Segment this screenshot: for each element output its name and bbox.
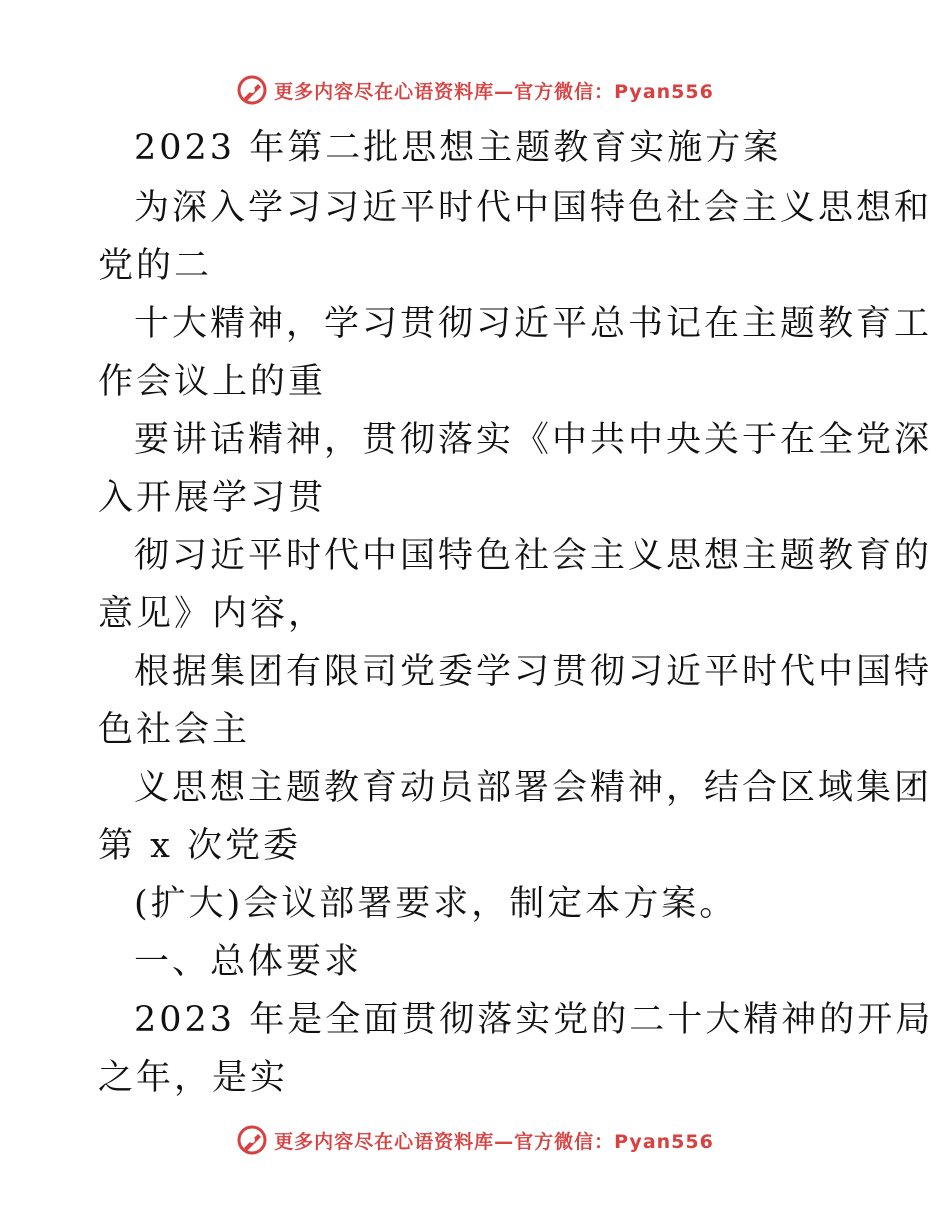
paragraph-line: 彻习近平时代中国特色社会主义思想主题教育的 <box>134 536 933 576</box>
header-watermark-banner <box>0 68 950 112</box>
paragraph-line: 2023 年是全面贯彻落实党的二十大精神的开局 <box>134 1000 934 1040</box>
paragraph-line: 义思想主题教育动员部署会精神，结合区域集团 <box>134 768 933 808</box>
footer-watermark-text: 更多内容尽在心语资料库—官方微信：Pyan556 <box>274 1130 714 1153</box>
paragraph-line: 要讲话精神，贯彻落实《中共中央关于在全党深 <box>134 420 933 460</box>
document-title: 2023 年第二批思想主题教育实施方案 <box>134 128 782 168</box>
paragraph-line: (扩大)会议部署要求，制定本方案。 <box>134 884 738 924</box>
pen-logo-icon <box>236 74 268 106</box>
paragraph-line: 意见》内容， <box>98 594 327 634</box>
section-heading: 一、总体要求 <box>134 942 363 982</box>
paragraph-line: 十大精神，学习贯彻习近平总书记在主题教育工 <box>134 304 933 344</box>
paragraph-line: 之年，是实 <box>98 1058 289 1098</box>
paragraph-line: 根据集团有限司党委学习贯彻习近平时代中国特 <box>134 652 933 692</box>
paragraph-line: 作会议上的重 <box>98 362 327 402</box>
footer-watermark-banner <box>0 1118 950 1162</box>
pen-logo-icon <box>236 1124 268 1156</box>
paragraph-line: 第 x 次党委 <box>98 826 301 866</box>
paragraph-line: 为深入学习习近平时代中国特色社会主义思想和 <box>134 188 933 228</box>
header-watermark-text: 更多内容尽在心语资料库—官方微信：Pyan556 <box>274 80 714 103</box>
paragraph-line: 入开展学习贯 <box>98 478 327 518</box>
paragraph-line: 党的二 <box>98 246 213 286</box>
paragraph-line: 色社会主 <box>98 710 251 750</box>
